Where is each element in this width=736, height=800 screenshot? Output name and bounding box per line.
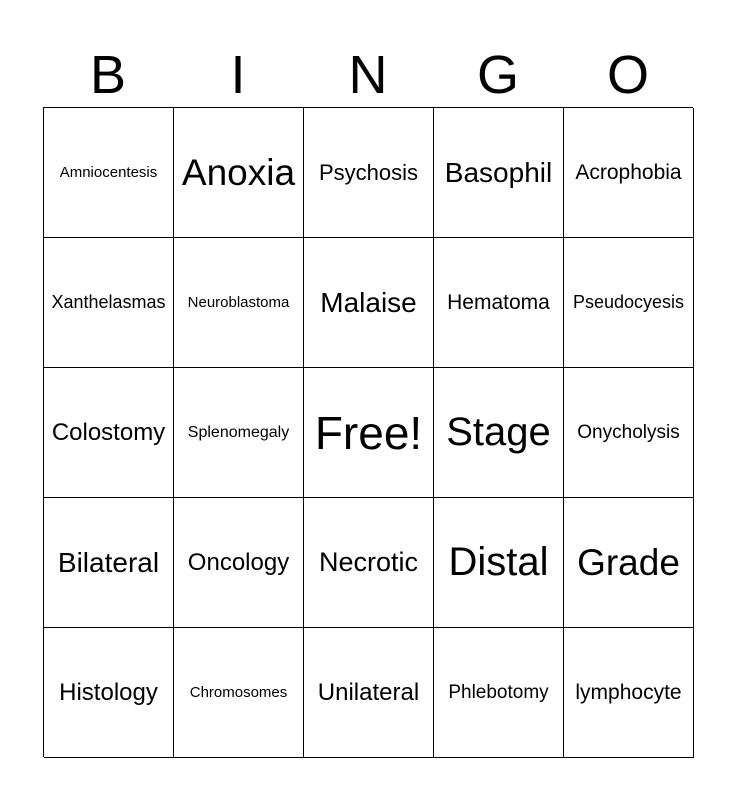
- bingo-cell: Stage: [434, 368, 564, 498]
- bingo-cell: Neuroblastoma: [174, 238, 304, 368]
- bingo-board: [43, 107, 693, 757]
- header-letter-n: N: [348, 45, 388, 105]
- bingo-cell: Colostomy: [44, 368, 174, 498]
- bingo-cell: Oncology: [174, 498, 304, 628]
- bingo-cell: Amniocentesis: [44, 108, 174, 238]
- bingo-cell: Hematoma: [434, 238, 564, 368]
- header-letter-g: G: [476, 45, 519, 105]
- bingo-cell: Pseudocyesis: [564, 238, 694, 368]
- free-space: Free!: [304, 368, 434, 498]
- bingo-cell: Phlebotomy: [434, 628, 564, 758]
- bingo-cell: Chromosomes: [174, 628, 304, 758]
- bingo-cell: Xanthelasmas: [44, 238, 174, 368]
- bingo-cell: Psychosis: [304, 108, 434, 238]
- bingo-cell: Malaise: [304, 238, 434, 368]
- bingo-cell: Distal: [434, 498, 564, 628]
- bingo-cell: Splenomegaly: [174, 368, 304, 498]
- bingo-cell: Necrotic: [304, 498, 434, 628]
- bingo-cell: Basophil: [434, 108, 564, 238]
- header-letter-o: O: [606, 45, 649, 105]
- bingo-cell: Grade: [564, 498, 694, 628]
- bingo-cell: Anoxia: [174, 108, 304, 238]
- bingo-cell: Acrophobia: [564, 108, 694, 238]
- bingo-cell: Unilateral: [304, 628, 434, 758]
- bingo-cell: Bilateral: [44, 498, 174, 628]
- bingo-cell: lymphocyte: [564, 628, 694, 758]
- header-letter-b: B: [89, 45, 127, 105]
- bingo-cell: Onycholysis: [564, 368, 694, 498]
- header-letter-i: I: [230, 45, 246, 105]
- bingo-cell: Histology: [44, 628, 174, 758]
- bingo-header: [43, 44, 693, 106]
